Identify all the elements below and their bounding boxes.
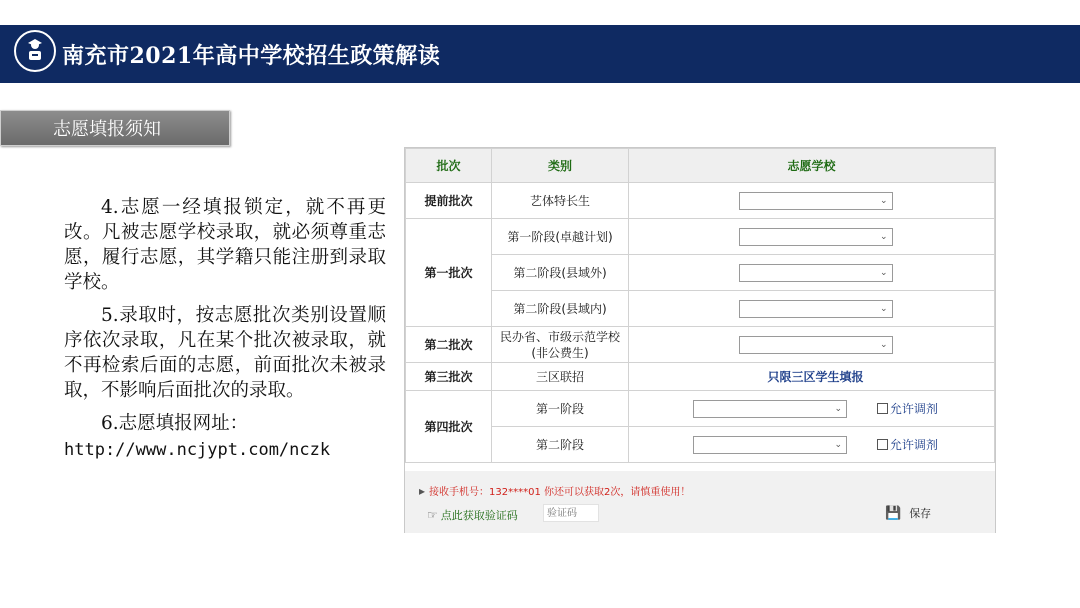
sms-note-text: 接收手机号：132****01 你还可以获取2次，请慎重使用！: [429, 487, 691, 498]
notes-text: [64, 195, 386, 471]
school-select-stage1-excellence[interactable]: [739, 228, 893, 246]
table-row: [406, 183, 995, 219]
table-row: [406, 427, 995, 463]
school-logo-icon: [14, 30, 56, 72]
speaker-icon: ▸: [419, 483, 426, 498]
table-row: [406, 391, 995, 427]
header-category: 类别: [492, 149, 629, 183]
verification-footer: [405, 471, 995, 533]
verification-code-input[interactable]: [543, 504, 599, 522]
three-district-note: 只限三区学生填报: [767, 370, 864, 384]
chevron-down-icon: ⌄: [879, 267, 888, 278]
note-item-5: 5.录取时，按志愿批次类别设置顺序依次录取，凡在某个批次被录取，就不再检索后面的志愿，前面批次未被录取，不影响后面批次的录取。: [64, 305, 386, 401]
chevron-down-icon: ⌄: [834, 439, 843, 450]
allow-adjust-label: 允许调剂: [889, 402, 938, 416]
note-item-6-url[interactable]: http://www.ncjypt.com/nczk: [64, 440, 331, 460]
note-item-6-label: 6.志愿填报网址：: [101, 413, 249, 434]
allow-adjust-checkbox[interactable]: [877, 403, 888, 414]
category-private-model-line2: (非公费生): [531, 345, 589, 360]
header-school: 志愿学校: [629, 149, 995, 183]
table-row: [406, 363, 995, 391]
allow-adjust-label: 允许调剂: [889, 438, 938, 452]
note-item-4: 4.志愿一经填报锁定，就不再更改。凡被志愿学校录取，就必须尊重志愿，履行志愿，其学籍只能注册到录取学校。: [64, 197, 386, 293]
category-private-model: [492, 327, 629, 363]
allow-adjust-stage1[interactable]: [877, 400, 938, 417]
school-select-private-model[interactable]: [739, 336, 893, 354]
school-select-arts[interactable]: [739, 192, 893, 210]
pointing-hand-icon: ☞: [427, 508, 438, 522]
category-stage1: 第一阶段: [492, 391, 629, 427]
category-private-model-line1: 民办省、市级示范学校: [499, 329, 620, 344]
table-row: [406, 219, 995, 255]
category-arts: 艺体特长生: [492, 183, 629, 219]
section-label: 志愿填报须知: [0, 110, 230, 146]
choices-table: [405, 148, 995, 463]
table-row: [406, 327, 995, 363]
allow-adjust-stage2[interactable]: [877, 436, 938, 453]
header-bar: [0, 25, 1080, 83]
chevron-down-icon: ⌄: [879, 303, 888, 314]
get-code-link[interactable]: [427, 507, 518, 523]
table-row: [406, 255, 995, 291]
category-stage1-excellence: 第一阶段(卓越计划): [492, 219, 629, 255]
graduate-emblem-icon: [20, 36, 50, 66]
page-title: 南充市2021年高中学校招生政策解读: [62, 43, 441, 69]
chevron-down-icon: ⌄: [879, 339, 888, 350]
sms-note: [419, 483, 690, 498]
batch-early: 提前批次: [406, 183, 492, 219]
category-stage2: 第二阶段: [492, 427, 629, 463]
save-button[interactable]: [885, 505, 931, 521]
header-batch: 批次: [406, 149, 492, 183]
category-stage2-outside: 第二阶段(县域外): [492, 255, 629, 291]
table-header-row: [406, 149, 995, 183]
school-select-stage2-outside[interactable]: [739, 264, 893, 282]
batch-second: 第二批次: [406, 327, 492, 363]
batch-first: 第一批次: [406, 219, 492, 327]
allow-adjust-checkbox[interactable]: [877, 439, 888, 450]
application-form: [404, 147, 996, 533]
get-code-label: 点此获取验证码: [440, 509, 518, 522]
school-select-fourth-stage2[interactable]: [693, 436, 847, 454]
school-select-stage2-inside[interactable]: [739, 300, 893, 318]
floppy-disk-icon: 💾: [885, 505, 902, 521]
chevron-down-icon: ⌄: [834, 403, 843, 414]
batch-third: 第三批次: [406, 363, 492, 391]
category-stage2-inside: 第二阶段(县域内): [492, 291, 629, 327]
chevron-down-icon: ⌄: [879, 195, 888, 206]
table-row: [406, 291, 995, 327]
school-select-fourth-stage1[interactable]: [693, 400, 847, 418]
category-three-district: 三区联招: [492, 363, 629, 391]
save-label: 保存: [909, 507, 932, 520]
chevron-down-icon: ⌄: [879, 231, 888, 242]
batch-fourth: 第四批次: [406, 391, 492, 463]
